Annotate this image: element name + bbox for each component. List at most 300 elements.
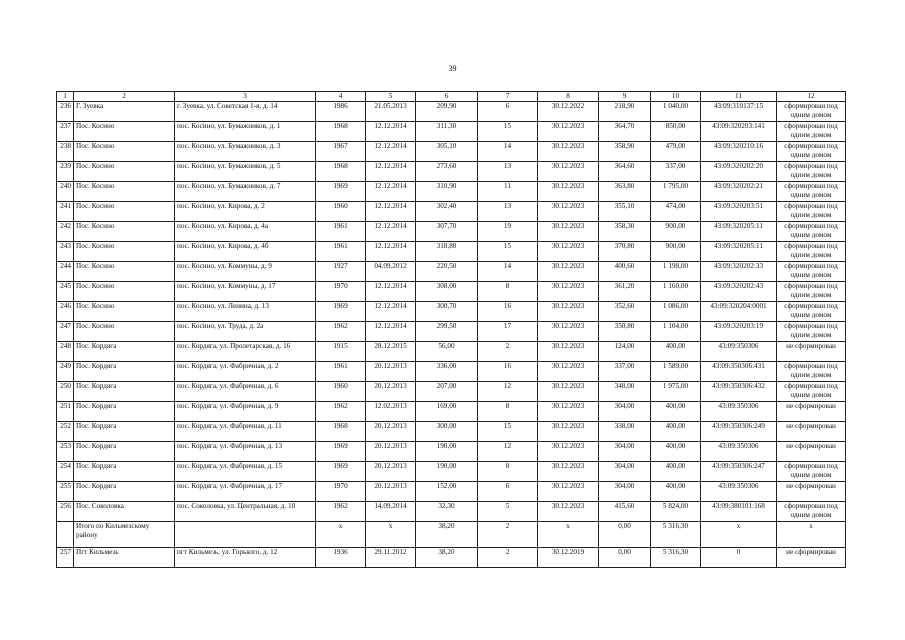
locality-cell: Пос. Кордяга: [74, 422, 175, 442]
column-header: 3: [175, 92, 316, 102]
land-status-cell: x: [777, 522, 846, 548]
address-cell: пос. Кордяга, ул. Фабричная, д. 17: [175, 482, 316, 502]
land-status-cell: сформирован под одним домом: [777, 222, 846, 242]
recognition-date-cell: 12.12.2014: [366, 222, 416, 242]
locality-cell: Пос. Кордяга: [74, 382, 175, 402]
living-area-cell: 38,20: [416, 522, 478, 548]
recognition-date-cell: 14.09.2014: [366, 502, 416, 522]
residents-count-cell: 6: [478, 482, 538, 502]
land-area-cell: 900,00: [651, 222, 701, 242]
cadastral-number-cell: 43:09:320205:11: [701, 222, 777, 242]
resettlement-date-cell: 30.12.2019: [538, 548, 599, 568]
row-number-cell: 236: [57, 102, 74, 122]
resettled-area-cell: 350,80: [599, 322, 651, 342]
living-area-cell: 311,30: [416, 122, 478, 142]
residents-count-cell: 14: [478, 142, 538, 162]
column-header: 10: [651, 92, 701, 102]
living-area-cell: 190,00: [416, 462, 478, 482]
land-area-cell: 5 316,30: [651, 548, 701, 568]
resettlement-date-cell: 30.12.2023: [538, 282, 599, 302]
address-cell: пос. Косино, ул. Бумажников, д. 1: [175, 122, 316, 142]
resettlement-date-cell: 30.12.2023: [538, 362, 599, 382]
column-header: 12: [777, 92, 846, 102]
land-status-cell: не сформирован: [777, 548, 846, 568]
land-status-cell: сформирован под одним домом: [777, 502, 846, 522]
residents-count-cell: 17: [478, 322, 538, 342]
construction-year-cell: 1961: [316, 222, 366, 242]
table-row: [57, 422, 846, 442]
cadastral-number-cell: 43:09:320203:19: [701, 322, 777, 342]
resettled-area-cell: 0,00: [599, 522, 651, 548]
address-cell: пос. Косино, ул. Кирова, д. 4б: [175, 242, 316, 262]
land-area-cell: 1 086,00: [651, 302, 701, 322]
locality-cell: Пос. Косино: [74, 262, 175, 282]
land-status-cell: сформирован под одним домом: [777, 462, 846, 482]
land-area-cell: 1 198,00: [651, 262, 701, 282]
locality-cell: Пос. Косино: [74, 302, 175, 322]
construction-year-cell: 1968: [316, 122, 366, 142]
living-area-cell: 152,00: [416, 482, 478, 502]
table-row: [57, 162, 846, 182]
row-number-cell: 241: [57, 202, 74, 222]
cadastral-number-cell: 43:09:350306:431: [701, 362, 777, 382]
row-number-cell: 252: [57, 422, 74, 442]
land-area-cell: 850,00: [651, 122, 701, 142]
locality-cell: Пос. Косино: [74, 122, 175, 142]
locality-cell: Пос. Кордяга: [74, 462, 175, 482]
residents-count-cell: 12: [478, 382, 538, 402]
residents-count-cell: 2: [478, 342, 538, 362]
resettlement-date-cell: 30.12.2023: [538, 142, 599, 162]
land-status-cell: сформирован под одним домом: [777, 322, 846, 342]
column-header: 5: [366, 92, 416, 102]
residents-count-cell: 5: [478, 502, 538, 522]
table-row: [57, 442, 846, 462]
living-area-cell: 220,50: [416, 262, 478, 282]
construction-year-cell: 1970: [316, 282, 366, 302]
land-status-cell: сформирован под одним домом: [777, 202, 846, 222]
address-cell: г. Зуевка, ул. Советская 1-я, д. 14: [175, 102, 316, 122]
column-number-row: [57, 92, 846, 102]
resettled-area-cell: 337,00: [599, 362, 651, 382]
cadastral-number-cell: 43:09:320202:20: [701, 162, 777, 182]
residents-count-cell: 2: [478, 548, 538, 568]
resettled-area-cell: 124,00: [599, 342, 651, 362]
cadastral-number-cell: 43:09:320202:43: [701, 282, 777, 302]
land-status-cell: не сформирован: [777, 402, 846, 422]
address-cell: пос. Кордяга, ул. Фабричная, д. 15: [175, 462, 316, 482]
residents-count-cell: 8: [478, 282, 538, 302]
address-cell: пос. Косино, ул. Бумажников, д. 7: [175, 182, 316, 202]
land-area-cell: 900,00: [651, 242, 701, 262]
table-row: [57, 342, 846, 362]
land-area-cell: 1 104,00: [651, 322, 701, 342]
land-status-cell: не сформирован: [777, 442, 846, 462]
row-number-cell: 243: [57, 242, 74, 262]
row-number-cell: 240: [57, 182, 74, 202]
recognition-date-cell: 20.12.2013: [366, 362, 416, 382]
cadastral-number-cell: 43:09:350306: [701, 342, 777, 362]
cadastral-number-cell: 43:09:350306:249: [701, 422, 777, 442]
construction-year-cell: 1915: [316, 342, 366, 362]
table-row: [57, 402, 846, 422]
land-status-cell: сформирован под одним домом: [777, 142, 846, 162]
cadastral-number-cell: 43:09:320205:11: [701, 242, 777, 262]
construction-year-cell: 1961: [316, 242, 366, 262]
resettlement-date-cell: 30.12.2023: [538, 342, 599, 362]
row-number-cell: 239: [57, 162, 74, 182]
row-number-cell: 254: [57, 462, 74, 482]
table-row: [57, 322, 846, 342]
construction-year-cell: 1961: [316, 362, 366, 382]
resettled-area-cell: 352,60: [599, 302, 651, 322]
resettled-area-cell: 358,30: [599, 222, 651, 242]
construction-year-cell: 1969: [316, 302, 366, 322]
residents-count-cell: 6: [478, 102, 538, 122]
table-row: [57, 462, 846, 482]
column-header: 1: [57, 92, 74, 102]
locality-cell: Пос. Соколовка: [74, 502, 175, 522]
construction-year-cell: 1969: [316, 442, 366, 462]
resettlement-date-cell: 30.12.2022: [538, 102, 599, 122]
cadastral-number-cell: 43:09:320203:141: [701, 122, 777, 142]
land-status-cell: сформирован под одним домом: [777, 122, 846, 142]
construction-year-cell: 1962: [316, 402, 366, 422]
recognition-date-cell: 12.02.2013: [366, 402, 416, 422]
cadastral-number-cell: 43:09:380101:168: [701, 502, 777, 522]
recognition-date-cell: 12.12.2014: [366, 322, 416, 342]
residents-count-cell: 8: [478, 402, 538, 422]
residents-count-cell: 11: [478, 182, 538, 202]
recognition-date-cell: 20.12.2013: [366, 482, 416, 502]
page-number: 39: [448, 64, 457, 73]
row-number-cell: 237: [57, 122, 74, 142]
table-row: [57, 548, 846, 568]
address-cell: пос. Соколовка, ул. Центральная, д. 10: [175, 502, 316, 522]
resettlement-date-cell: 30.12.2023: [538, 162, 599, 182]
recognition-date-cell: 20.12.2013: [366, 382, 416, 402]
resettled-area-cell: 364,70: [599, 122, 651, 142]
cadastral-number-cell: 43:09:350306:432: [701, 382, 777, 402]
row-number-cell: 238: [57, 142, 74, 162]
row-number-cell: 253: [57, 442, 74, 462]
resettled-area-cell: 0,00: [599, 548, 651, 568]
construction-year-cell: 1960: [316, 382, 366, 402]
land-status-cell: сформирован под одним домом: [777, 182, 846, 202]
row-number-cell: 244: [57, 262, 74, 282]
locality-cell: Г. Зуевка: [74, 102, 175, 122]
land-area-cell: 400,00: [651, 342, 701, 362]
column-header: 11: [701, 92, 777, 102]
resettled-area-cell: 304,00: [599, 402, 651, 422]
resettlement-date-cell: 30.12.2023: [538, 262, 599, 282]
land-status-cell: сформирован под одним домом: [777, 382, 846, 402]
address-cell: [175, 522, 316, 548]
table-row: [57, 382, 846, 402]
resettled-area-cell: 304,00: [599, 462, 651, 482]
living-area-cell: 299,50: [416, 322, 478, 342]
row-number-cell: 250: [57, 382, 74, 402]
locality-cell: Пос. Кордяга: [74, 402, 175, 422]
address-cell: пос. Кордяга, ул. Пролетарская, д. 16: [175, 342, 316, 362]
row-number-cell: 242: [57, 222, 74, 242]
construction-year-cell: 1986: [316, 102, 366, 122]
resettlement-date-cell: 30.12.2023: [538, 502, 599, 522]
locality-cell: Пос. Кордяга: [74, 362, 175, 382]
resettlement-date-cell: 30.12.2023: [538, 202, 599, 222]
column-header: 7: [478, 92, 538, 102]
resettled-area-cell: 370,80: [599, 242, 651, 262]
address-cell: пос. Кордяга, ул. Фабричная, д. 13: [175, 442, 316, 462]
residents-count-cell: 8: [478, 462, 538, 482]
construction-year-cell: 1960: [316, 202, 366, 222]
construction-year-cell: 1962: [316, 322, 366, 342]
resettled-area-cell: 358,90: [599, 142, 651, 162]
resettlement-date-cell: 30.12.2023: [538, 402, 599, 422]
residents-count-cell: 14: [478, 262, 538, 282]
resettlement-date-cell: 30.12.2023: [538, 242, 599, 262]
locality-cell: Пос. Косино: [74, 162, 175, 182]
living-area-cell: 207,00: [416, 382, 478, 402]
address-cell: пос. Кордяга, ул. Фабричная, д. 9: [175, 402, 316, 422]
recognition-date-cell: 12.12.2014: [366, 162, 416, 182]
residents-count-cell: 15: [478, 422, 538, 442]
resettlement-date-cell: 30.12.2023: [538, 382, 599, 402]
locality-cell: Пос. Кордяга: [74, 442, 175, 462]
address-cell: пос. Косино, ул. Труда, д. 2а: [175, 322, 316, 342]
cadastral-number-cell: 43:09:320210:16: [701, 142, 777, 162]
table-row: [57, 502, 846, 522]
total-row: [57, 522, 846, 548]
row-number-cell: [57, 522, 74, 548]
row-number-cell: 246: [57, 302, 74, 322]
land-status-cell: сформирован под одним домом: [777, 262, 846, 282]
locality-cell: Пос. Кордяга: [74, 342, 175, 362]
land-area-cell: 400,00: [651, 422, 701, 442]
land-status-cell: не сформирован: [777, 482, 846, 502]
land-status-cell: сформирован под одним домом: [777, 282, 846, 302]
residents-count-cell: 13: [478, 162, 538, 182]
cadastral-number-cell: 0: [701, 548, 777, 568]
construction-year-cell: 1936: [316, 548, 366, 568]
construction-year-cell: 1970: [316, 482, 366, 502]
address-cell: пос. Косино, ул. Коммуны, д. 17: [175, 282, 316, 302]
table-row: [57, 362, 846, 382]
living-area-cell: 300,00: [416, 422, 478, 442]
land-area-cell: 1 975,00: [651, 382, 701, 402]
cadastral-number-cell: 43:09:350306: [701, 402, 777, 422]
land-area-cell: 5 316,30: [651, 522, 701, 548]
column-header: 9: [599, 92, 651, 102]
land-area-cell: 400,00: [651, 462, 701, 482]
address-cell: пос. Кордяга, ул. Фабричная, д. 2: [175, 362, 316, 382]
address-cell: пос. Косино, ул. Кирова, д. 4а: [175, 222, 316, 242]
residents-count-cell: 15: [478, 242, 538, 262]
recognition-date-cell: 12.12.2014: [366, 202, 416, 222]
cadastral-number-cell: 43:09:320202:33: [701, 262, 777, 282]
locality-cell: Пос. Косино: [74, 182, 175, 202]
land-status-cell: не сформирован: [777, 422, 846, 442]
table-row: [57, 182, 846, 202]
locality-cell: Пгт Кильмезь: [74, 548, 175, 568]
cadastral-number-cell: 43:09:350306:247: [701, 462, 777, 482]
table-row: [57, 222, 846, 242]
row-number-cell: 245: [57, 282, 74, 302]
land-area-cell: 479,00: [651, 142, 701, 162]
resettled-area-cell: 355,10: [599, 202, 651, 222]
living-area-cell: 32,30: [416, 502, 478, 522]
resettled-area-cell: 364,60: [599, 162, 651, 182]
living-area-cell: 336,00: [416, 362, 478, 382]
construction-year-cell: 1967: [316, 142, 366, 162]
cadastral-number-cell: 43:09:320204:0001: [701, 302, 777, 322]
row-number-cell: 249: [57, 362, 74, 382]
locality-cell: Пос. Кордяга: [74, 482, 175, 502]
living-area-cell: 190,00: [416, 442, 478, 462]
land-area-cell: 474,00: [651, 202, 701, 222]
resettled-area-cell: 304,00: [599, 442, 651, 462]
residents-count-cell: 12: [478, 442, 538, 462]
locality-cell: Пос. Косино: [74, 282, 175, 302]
land-area-cell: 1 040,00: [651, 102, 701, 122]
cadastral-number-cell: 43:09:310137:15: [701, 102, 777, 122]
table-row: [57, 262, 846, 282]
locality-cell: Итого по Кильмезскому району: [74, 522, 175, 548]
living-area-cell: 56,00: [416, 342, 478, 362]
recognition-date-cell: 12.12.2014: [366, 122, 416, 142]
address-cell: пос. Косино, ул. Кирова, д. 2: [175, 202, 316, 222]
residents-count-cell: 16: [478, 362, 538, 382]
land-status-cell: не сформирован: [777, 342, 846, 362]
land-area-cell: 1 160,00: [651, 282, 701, 302]
construction-year-cell: 1927: [316, 262, 366, 282]
living-area-cell: 307,70: [416, 222, 478, 242]
table-row: [57, 242, 846, 262]
land-area-cell: 400,00: [651, 402, 701, 422]
row-number-cell: 257: [57, 548, 74, 568]
resettlement-date-cell: 30.12.2023: [538, 462, 599, 482]
resettled-area-cell: 338,00: [599, 422, 651, 442]
resettlement-date-cell: 30.12.2023: [538, 122, 599, 142]
residents-count-cell: 16: [478, 302, 538, 322]
cadastral-number-cell: 43:09:350306: [701, 482, 777, 502]
resettlement-date-cell: 30.12.2023: [538, 322, 599, 342]
recognition-date-cell: 20.12.2013: [366, 442, 416, 462]
recognition-date-cell: 20.12.2013: [366, 462, 416, 482]
land-area-cell: 5 824,00: [651, 502, 701, 522]
locality-cell: Пос. Косино: [74, 202, 175, 222]
table-row: [57, 122, 846, 142]
table-row: [57, 302, 846, 322]
table-row: [57, 482, 846, 502]
recognition-date-cell: 29.11.2012: [366, 548, 416, 568]
resettled-area-cell: 400,60: [599, 262, 651, 282]
address-cell: пос. Косино, ул. Коммуны, д. 9: [175, 262, 316, 282]
address-cell: пос. Косино, ул. Бумажников, д. 3: [175, 142, 316, 162]
construction-year-cell: 1969: [316, 462, 366, 482]
cadastral-number-cell: 43:09:320203:51: [701, 202, 777, 222]
address-cell: пос. Кордяга, ул. Фабричная, д. 6: [175, 382, 316, 402]
table-body: [57, 102, 846, 568]
residents-count-cell: 15: [478, 122, 538, 142]
row-number-cell: 255: [57, 482, 74, 502]
recognition-date-cell: 12.12.2014: [366, 242, 416, 262]
land-status-cell: сформирован под одним домом: [777, 162, 846, 182]
land-area-cell: 337,00: [651, 162, 701, 182]
living-area-cell: 300,70: [416, 302, 478, 322]
living-area-cell: 310,90: [416, 182, 478, 202]
construction-year-cell: 1969: [316, 182, 366, 202]
row-number-cell: 248: [57, 342, 74, 362]
housing-register-table: [56, 91, 846, 568]
address-cell: пос. Косино, ул. Ленина, д. 13: [175, 302, 316, 322]
resettlement-date-cell: 30.12.2023: [538, 302, 599, 322]
recognition-date-cell: 12.12.2014: [366, 302, 416, 322]
address-cell: пгт Кильмезь, ул. Горького, д. 12: [175, 548, 316, 568]
row-number-cell: 247: [57, 322, 74, 342]
column-header: 4: [316, 92, 366, 102]
land-status-cell: сформирован под одним домом: [777, 302, 846, 322]
column-header: 6: [416, 92, 478, 102]
living-area-cell: 302,40: [416, 202, 478, 222]
locality-cell: Пос. Косино: [74, 142, 175, 162]
residents-count-cell: 19: [478, 222, 538, 242]
living-area-cell: 169,00: [416, 402, 478, 422]
table-row: [57, 202, 846, 222]
resettled-area-cell: 218,90: [599, 102, 651, 122]
recognition-date-cell: 20.12.2013: [366, 422, 416, 442]
living-area-cell: 209,90: [416, 102, 478, 122]
locality-cell: Пос. Косино: [74, 242, 175, 262]
recognition-date-cell: 21.05.2013: [366, 102, 416, 122]
address-cell: пос. Косино, ул. Бумажников, д. 5: [175, 162, 316, 182]
locality-cell: Пос. Косино: [74, 222, 175, 242]
land-area-cell: 1 795,00: [651, 182, 701, 202]
locality-cell: Пос. Косино: [74, 322, 175, 342]
recognition-date-cell: 12.12.2014: [366, 282, 416, 302]
resettlement-date-cell: 30.12.2023: [538, 422, 599, 442]
resettlement-date-cell: 30.12.2023: [538, 482, 599, 502]
resettled-area-cell: 415,60: [599, 502, 651, 522]
cadastral-number-cell: x: [701, 522, 777, 548]
resettled-area-cell: 363,80: [599, 182, 651, 202]
construction-year-cell: 1968: [316, 422, 366, 442]
living-area-cell: 308,00: [416, 282, 478, 302]
recognition-date-cell: 12.12.2014: [366, 182, 416, 202]
construction-year-cell: x: [316, 522, 366, 548]
resettled-area-cell: 304,00: [599, 482, 651, 502]
living-area-cell: 273,60: [416, 162, 478, 182]
address-cell: пос. Кордяга, ул. Фабричная, д. 11: [175, 422, 316, 442]
column-header: 8: [538, 92, 599, 102]
resettled-area-cell: 348,00: [599, 382, 651, 402]
land-status-cell: сформирован под одним домом: [777, 102, 846, 122]
residents-count-cell: 2: [478, 522, 538, 548]
column-header: 2: [74, 92, 175, 102]
living-area-cell: 318,80: [416, 242, 478, 262]
residents-count-cell: 13: [478, 202, 538, 222]
resettled-area-cell: 361,20: [599, 282, 651, 302]
row-number-cell: 256: [57, 502, 74, 522]
land-area-cell: 400,00: [651, 442, 701, 462]
living-area-cell: 305,10: [416, 142, 478, 162]
living-area-cell: 38,20: [416, 548, 478, 568]
resettlement-date-cell: 30.12.2023: [538, 442, 599, 462]
recognition-date-cell: 04.09.2012: [366, 262, 416, 282]
cadastral-number-cell: 43:09:350306: [701, 442, 777, 462]
table-row: [57, 282, 846, 302]
recognition-date-cell: 12.12.2014: [366, 142, 416, 162]
